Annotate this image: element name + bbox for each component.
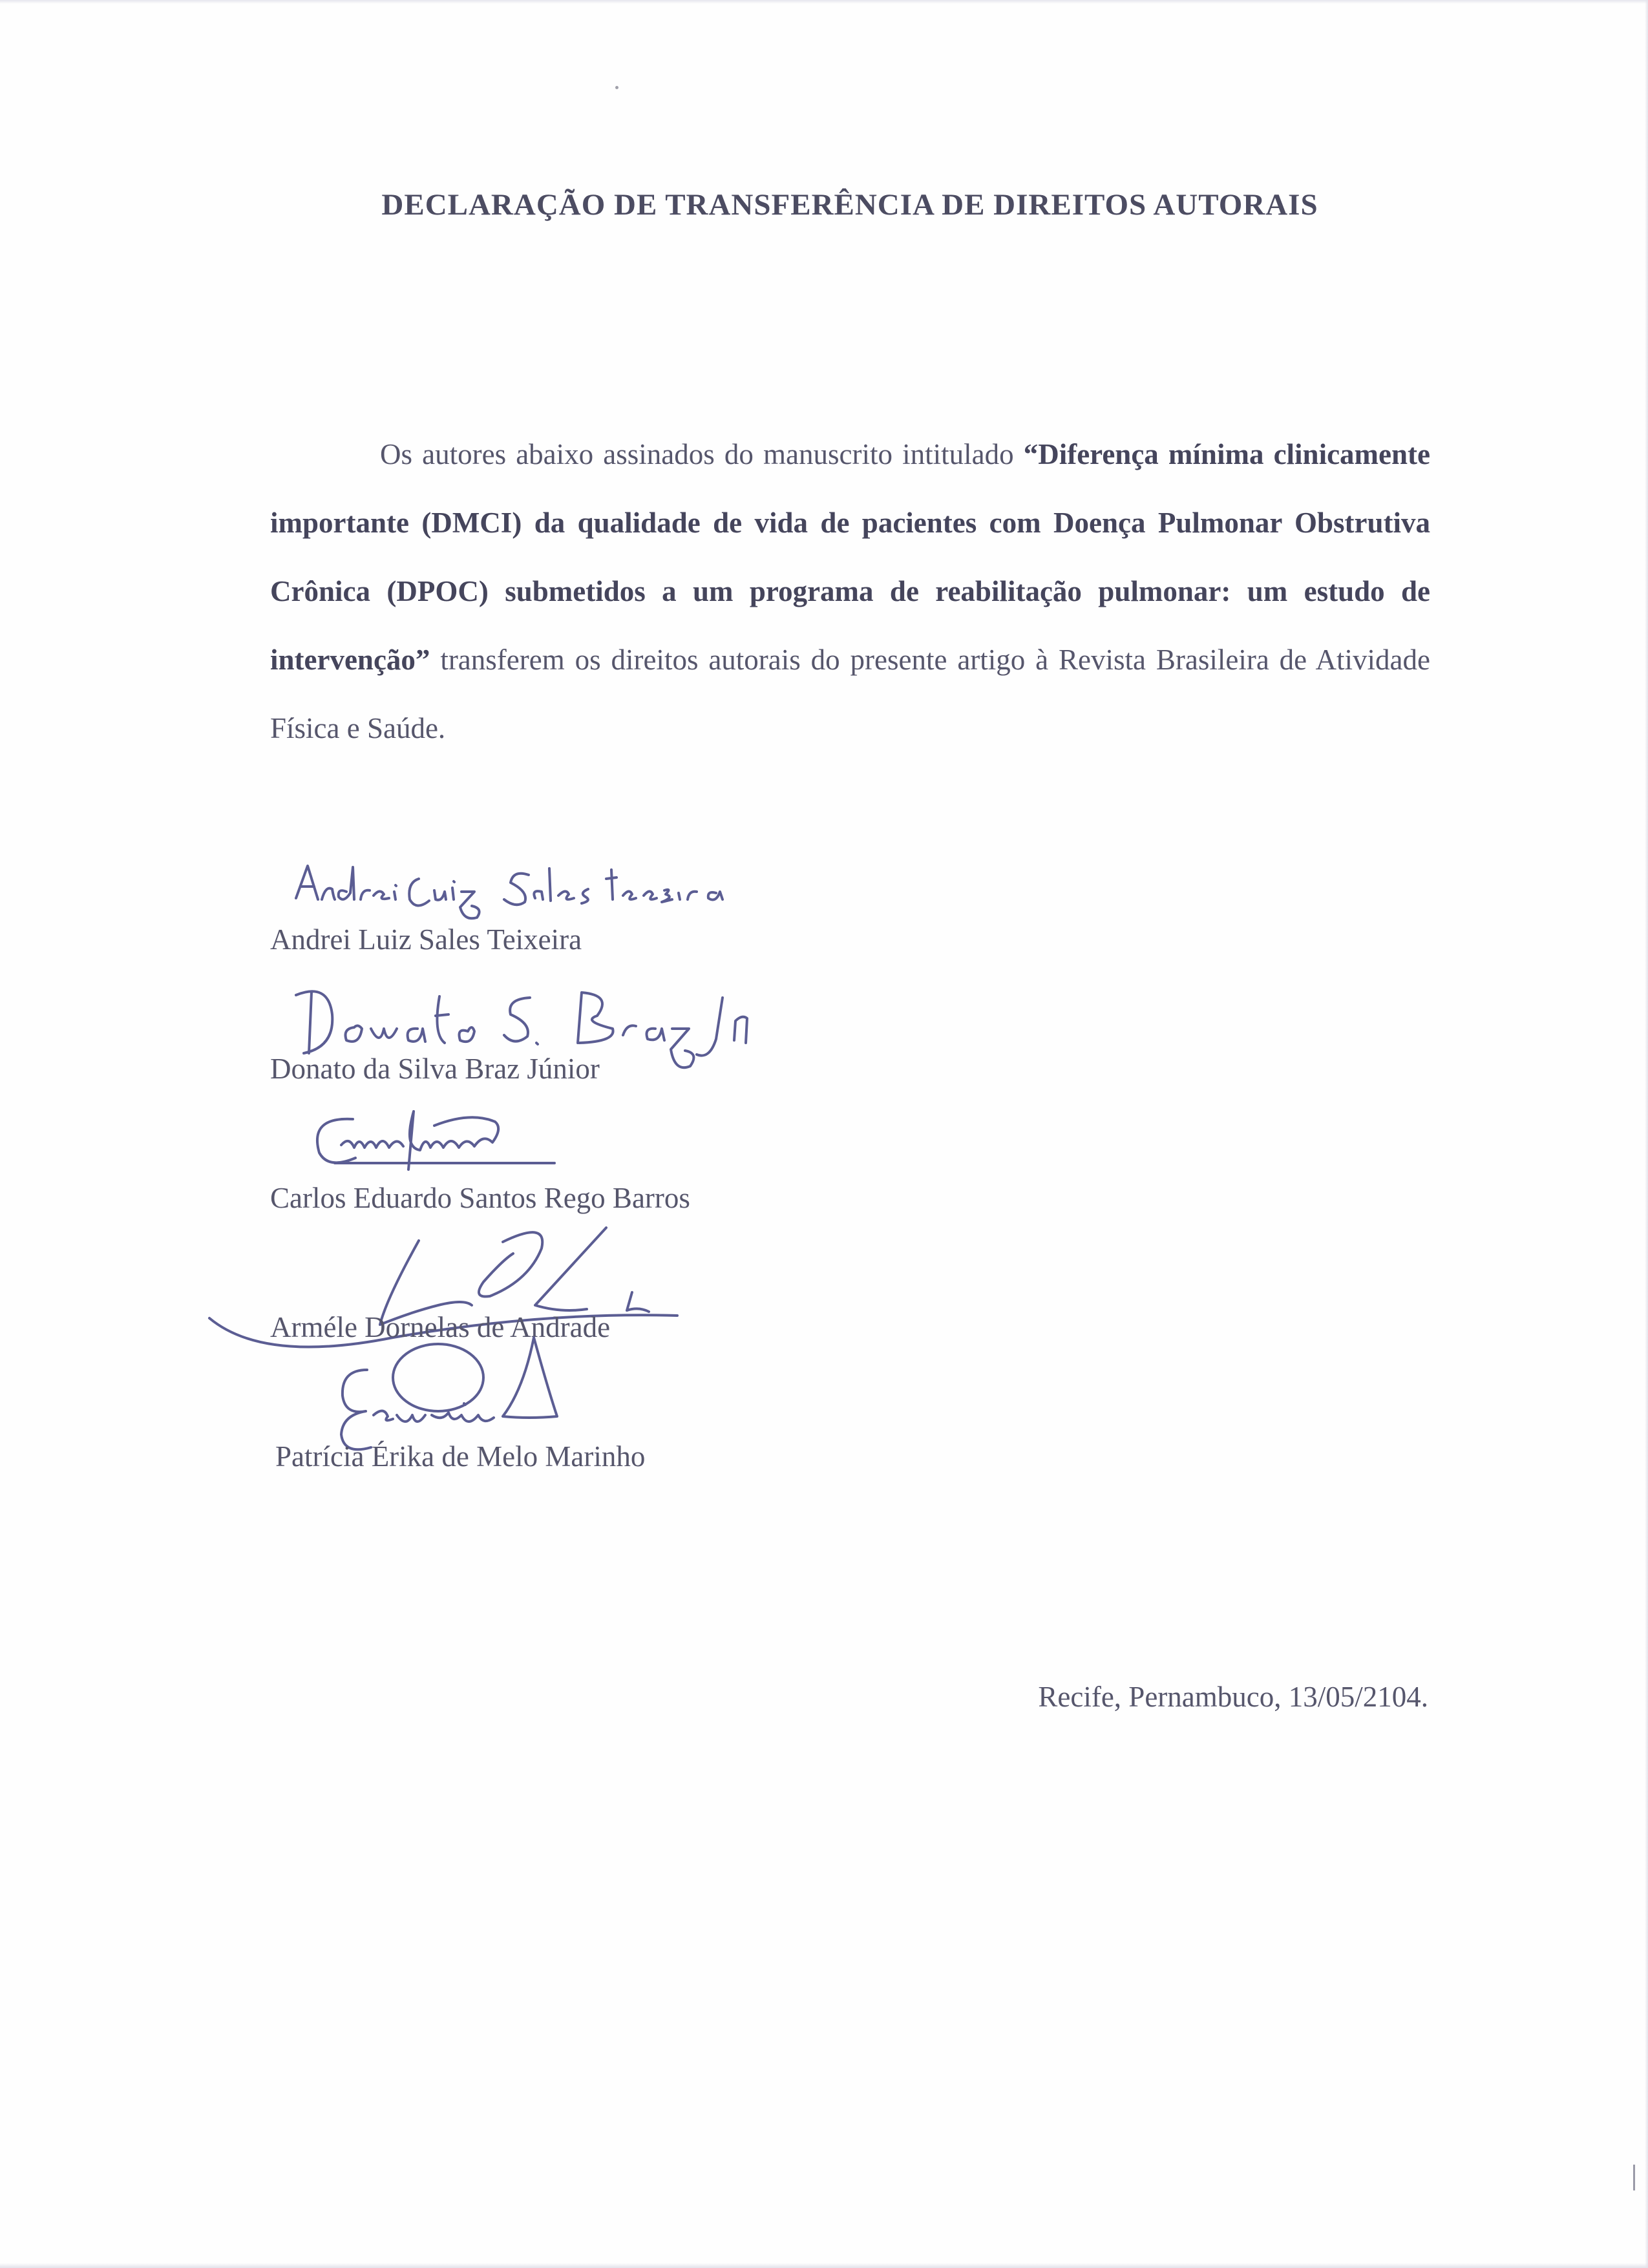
signatory-name-4: Arméle Dornelas de Andrade (270, 1311, 611, 1343)
declaration-intro: Os autores abaixo assinados do manuscrito intitulado (380, 438, 1024, 470)
scan-edge-top (0, 0, 1648, 4)
document-title: DECLARAÇÃO DE TRANSFERÊNCIA DE DIREITOS AUTORAIS (381, 188, 1318, 222)
signatory-name-5: Patrícia Érika de Melo Marinho (275, 1440, 646, 1473)
signatory-block-2 (270, 956, 1046, 1086)
scan-speck (615, 86, 618, 89)
signatory-block-3 (270, 1086, 1046, 1215)
scan-edge-right (1645, 0, 1648, 2268)
signatory-block-1 (270, 827, 1046, 956)
manuscript-title: “Diferença mínima clinicamente importante (DMCI) da qualidade de vida de pacientes com Doença Pulmonar Obstrutiva Crônica (DPOC) submetidos a um programa de reabilitação pulmonar: um estudo de intervenção” (270, 438, 1430, 676)
place-and-date: Recife, Pernambuco, 13/05/2104. (1038, 1681, 1428, 1713)
declaration-paragraph (270, 420, 1430, 762)
signatory-name-3: Carlos Eduardo Santos Rego Barros (270, 1182, 690, 1214)
declaration-conclusion: transferem os direitos autorais do presente artigo à Revista Brasileira de Atividade Física e Saúde. (270, 644, 1430, 744)
signatory-name-1: Andrei Luiz Sales Teixeira (270, 923, 582, 956)
signatory-name-2: Donato da Silva Braz Júnior (270, 1053, 600, 1085)
scan-margin-mark (1633, 2165, 1635, 2190)
scan-edge-bottom (0, 2263, 1648, 2268)
signatory-block-4 (270, 1215, 1046, 1344)
signatory-block-5 (270, 1344, 1046, 1473)
